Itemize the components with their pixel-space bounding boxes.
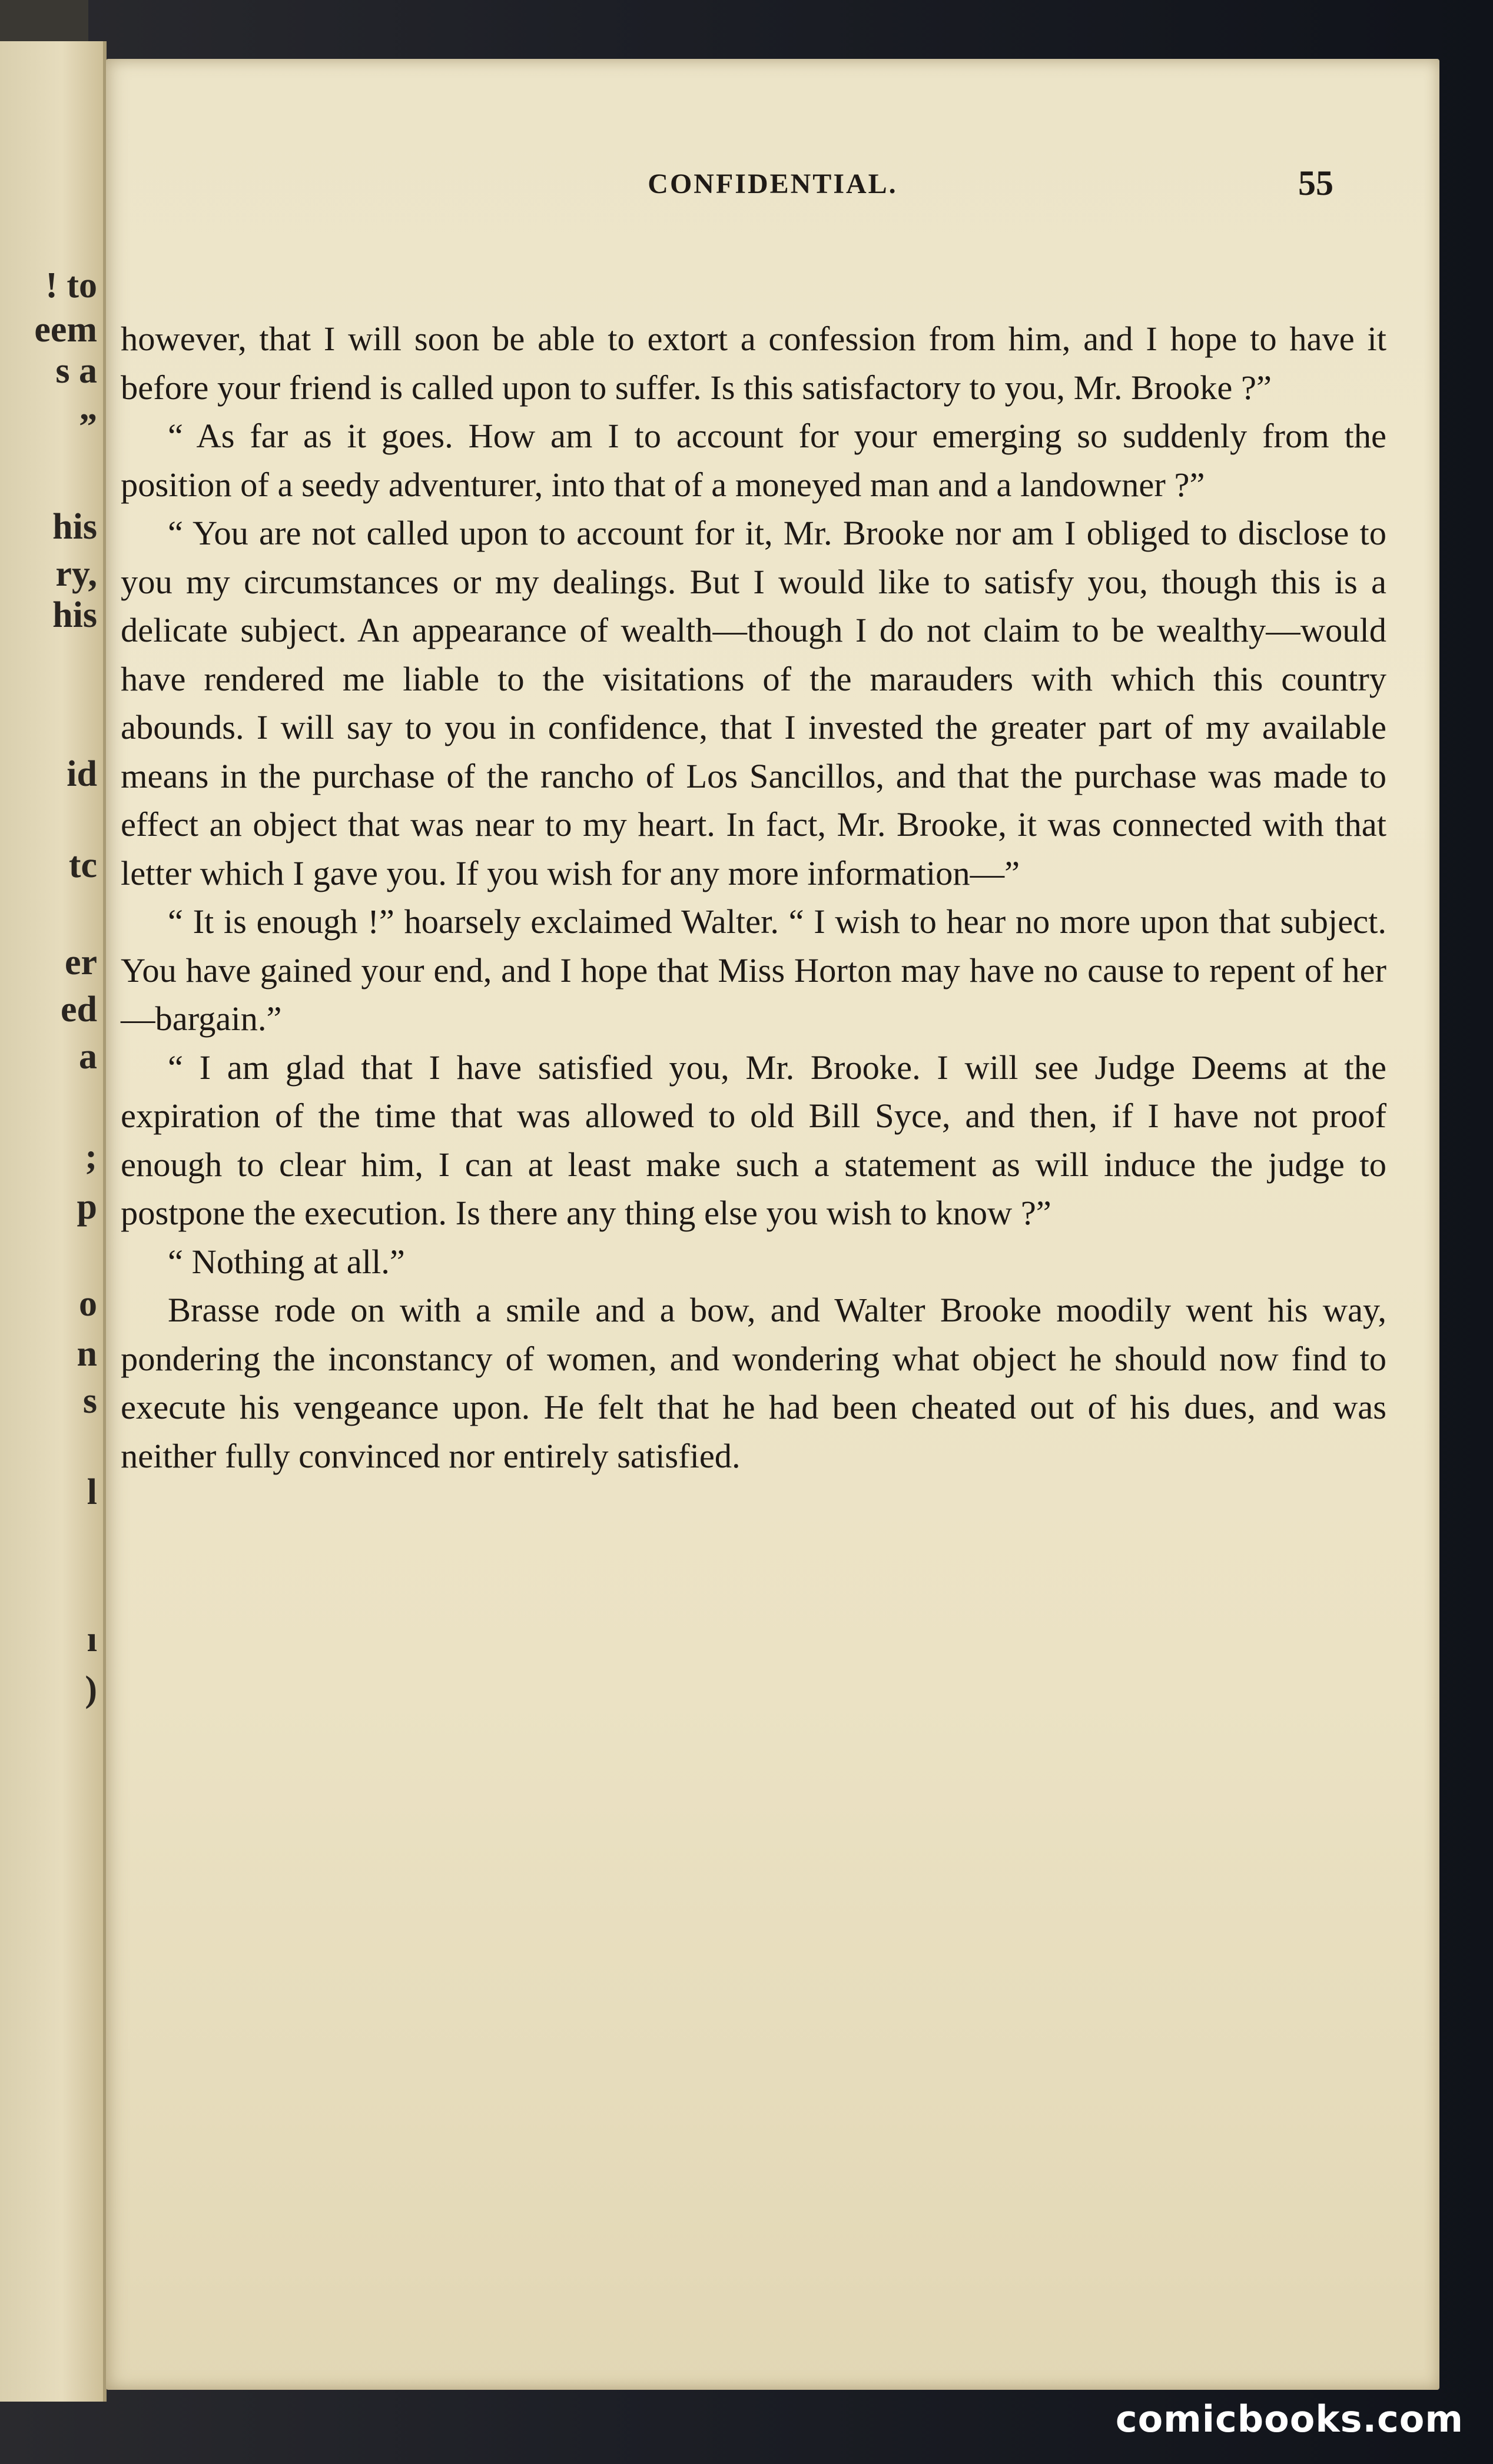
facing-page-fragment: n	[77, 1334, 97, 1374]
facing-page-fragment: his	[52, 507, 97, 547]
book-spine	[0, 0, 88, 41]
paragraph: “ You are not called upon to account for it, Mr. Brooke nor am I obliged to disclose to you my circumstances or my dealings. But I would like to satisfy you, though this is a delicate subject. An appearance of wealth—though I do not claim to be wealthy—would have rendered me liable to the visitations of the marauders with which this country abounds. I will say to you in confidence, that I invested the greater part of my available means in the purchase of the rancho of Los Sancillos, and that the purchase was made to effect an object that was near to my heart. In fact, Mr. Brooke, it was connected with that letter which I gave you. If you wish for any more information—”	[121, 514, 1386, 892]
facing-page-fragment: id	[67, 754, 97, 794]
paragraph: however, that I will soon be able to extort a confession from him, and I hope to have it before your friend is called upon to suffer. Is this satisfactory to you, Mr. Brooke ?”	[121, 320, 1386, 407]
paragraph: “ It is enough !” hoarsely exclaimed Walter. “ I wish to hear no more upon that subject. You have gained your end, and I hope that Miss Horton may have no cause to repent of her—bargain.”	[121, 902, 1386, 1038]
facing-page-fragment: p	[77, 1187, 97, 1227]
paragraph: “ Nothing at all.”	[168, 1242, 405, 1281]
body-text	[121, 315, 1386, 1480]
facing-page-fragment: ! to	[45, 265, 97, 305]
paragraph: “ As far as it goes. How am I to account for your emerging so suddenly from the position of a seedy adventurer, into that of a moneyed man and a landowner ?”	[121, 417, 1386, 504]
book-page	[106, 59, 1439, 2390]
facing-page-fragment: er	[64, 942, 97, 982]
facing-page-fragment: ”	[79, 407, 97, 447]
paragraph: “ I am glad that I have satisfied you, Mr. Brooke. I will see Judge Deems at the expiration of the time that was allowed to old Bill Syce, and then, if I have not proof enough to clear him, I can at least make such a statement as will induce the judge to postpone the execution. Is there any thing else you wish to know ?”	[121, 1048, 1386, 1232]
facing-page-fragment: eem	[34, 310, 97, 350]
facing-page-fragment: s	[82, 1381, 97, 1421]
facing-page-fragment: tc	[68, 845, 97, 885]
running-title: CONFIDENTIAL.	[648, 168, 898, 200]
running-head	[106, 164, 1439, 209]
facing-page-fragment: ry,	[55, 554, 97, 594]
facing-page-fragment: ı	[87, 1619, 97, 1659]
facing-page-edge	[0, 41, 107, 2402]
facing-page-fragment: a	[79, 1037, 97, 1077]
facing-page-fragment: o	[79, 1284, 97, 1324]
paragraph: Brasse rode on with a smile and a bow, and Walter Brooke moodily went his way, pondering the inconstancy of women, and wondering what object he should now find to execute his vengeance upon. He felt that he had been cheated out of his dues, and was neither fully convinced nor entirely satisfied.	[121, 1291, 1386, 1475]
page-number: 55	[1298, 164, 1333, 202]
facing-page-fragment: ed	[61, 989, 97, 1030]
facing-page-fragment: l	[87, 1472, 97, 1512]
facing-page-fragment: )	[85, 1669, 97, 1709]
facing-page-fragment: s a	[55, 351, 97, 391]
watermark: comicbooks.com	[1115, 2397, 1464, 2440]
facing-page-fragment: his	[52, 595, 97, 635]
facing-page-fragment: ;	[85, 1137, 97, 1177]
